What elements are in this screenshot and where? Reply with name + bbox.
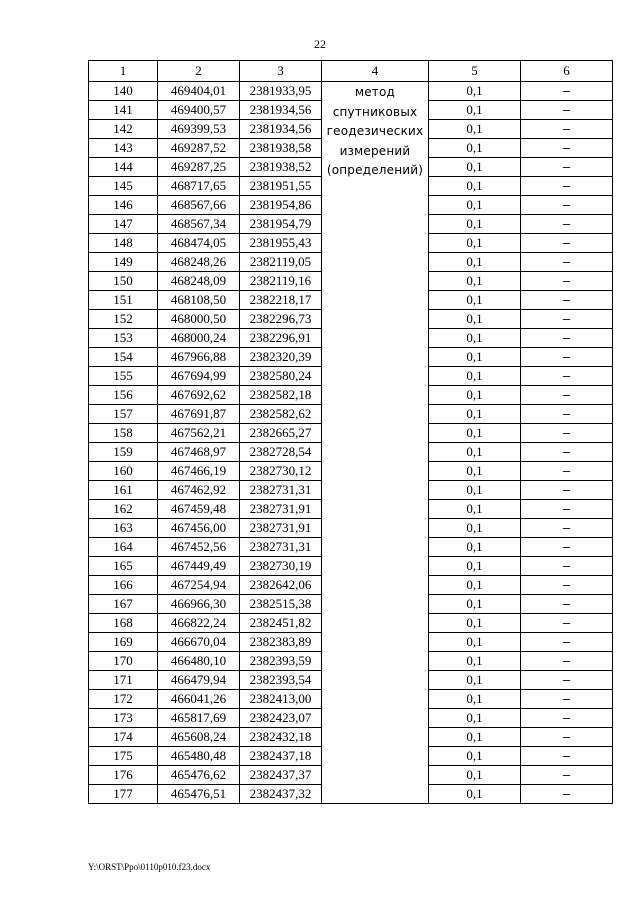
x-coordinate-cell: 467966,88 xyxy=(158,348,240,367)
method-cell xyxy=(322,82,429,804)
point-number-cell: 166 xyxy=(89,576,158,595)
point-number-cell: 142 xyxy=(89,120,158,139)
y-coordinate-cell: 2382582,18 xyxy=(240,386,322,405)
description-cell: – xyxy=(521,272,613,291)
description-cell: – xyxy=(521,424,613,443)
point-number-cell: 153 xyxy=(89,329,158,348)
description-cell: – xyxy=(521,576,613,595)
y-coordinate-cell: 2382296,73 xyxy=(240,310,322,329)
description-cell: – xyxy=(521,215,613,234)
x-coordinate-cell: 467449,49 xyxy=(158,557,240,576)
point-number-cell: 155 xyxy=(89,367,158,386)
file-path-footer: Y:\ORST\Ppo\0110p010.f23.docx xyxy=(88,862,211,872)
description-cell: – xyxy=(521,538,613,557)
x-coordinate-cell: 467452,56 xyxy=(158,538,240,557)
x-coordinate-cell: 467691,87 xyxy=(158,405,240,424)
x-coordinate-cell: 466479,94 xyxy=(158,671,240,690)
accuracy-cell: 0,1 xyxy=(429,177,521,196)
point-number-cell: 169 xyxy=(89,633,158,652)
y-coordinate-cell: 2382582,62 xyxy=(240,405,322,424)
point-number-cell: 150 xyxy=(89,272,158,291)
y-coordinate-cell: 2382728,54 xyxy=(240,443,322,462)
x-coordinate-cell: 465817,69 xyxy=(158,709,240,728)
point-number-cell: 165 xyxy=(89,557,158,576)
x-coordinate-cell: 466670,04 xyxy=(158,633,240,652)
accuracy-cell: 0,1 xyxy=(429,595,521,614)
point-number-cell: 171 xyxy=(89,671,158,690)
point-number-cell: 143 xyxy=(89,139,158,158)
accuracy-cell: 0,1 xyxy=(429,405,521,424)
method-line: спутниковых xyxy=(332,104,418,119)
y-coordinate-cell: 2382515,38 xyxy=(240,595,322,614)
y-coordinate-cell: 2382730,12 xyxy=(240,462,322,481)
description-cell: – xyxy=(521,595,613,614)
description-cell: – xyxy=(521,329,613,348)
description-cell: – xyxy=(521,234,613,253)
point-number-cell: 152 xyxy=(89,310,158,329)
description-cell: – xyxy=(521,785,613,804)
header-col-3: 3 xyxy=(240,61,322,82)
header-col-5: 5 xyxy=(429,61,521,82)
y-coordinate-cell: 2382393,59 xyxy=(240,652,322,671)
x-coordinate-cell: 468000,24 xyxy=(158,329,240,348)
accuracy-cell: 0,1 xyxy=(429,139,521,158)
description-cell: – xyxy=(521,310,613,329)
x-coordinate-cell: 467462,92 xyxy=(158,481,240,500)
point-number-cell: 158 xyxy=(89,424,158,443)
point-number-cell: 154 xyxy=(89,348,158,367)
description-cell: – xyxy=(521,671,613,690)
accuracy-cell: 0,1 xyxy=(429,120,521,139)
x-coordinate-cell: 467468,97 xyxy=(158,443,240,462)
y-coordinate-cell: 2382437,37 xyxy=(240,766,322,785)
y-coordinate-cell: 2382437,18 xyxy=(240,747,322,766)
description-cell: – xyxy=(521,120,613,139)
coordinates-table xyxy=(88,60,613,804)
description-cell: – xyxy=(521,519,613,538)
point-number-cell: 156 xyxy=(89,386,158,405)
accuracy-cell: 0,1 xyxy=(429,462,521,481)
description-cell: – xyxy=(521,633,613,652)
header-col-1: 1 xyxy=(89,61,158,82)
accuracy-cell: 0,1 xyxy=(429,329,521,348)
x-coordinate-cell: 467254,94 xyxy=(158,576,240,595)
y-coordinate-cell: 2382665,27 xyxy=(240,424,322,443)
description-cell: – xyxy=(521,253,613,272)
x-coordinate-cell: 467694,99 xyxy=(158,367,240,386)
x-coordinate-cell: 466966,30 xyxy=(158,595,240,614)
x-coordinate-cell: 467456,00 xyxy=(158,519,240,538)
point-number-cell: 147 xyxy=(89,215,158,234)
description-cell: – xyxy=(521,348,613,367)
accuracy-cell: 0,1 xyxy=(429,367,521,386)
x-coordinate-cell: 468567,66 xyxy=(158,196,240,215)
accuracy-cell: 0,1 xyxy=(429,291,521,310)
description-cell: – xyxy=(521,196,613,215)
description-cell: – xyxy=(521,405,613,424)
y-coordinate-cell: 2382119,05 xyxy=(240,253,322,272)
accuracy-cell: 0,1 xyxy=(429,728,521,747)
accuracy-cell: 0,1 xyxy=(429,671,521,690)
x-coordinate-cell: 467692,62 xyxy=(158,386,240,405)
accuracy-cell: 0,1 xyxy=(429,348,521,367)
point-number-cell: 175 xyxy=(89,747,158,766)
point-number-cell: 164 xyxy=(89,538,158,557)
accuracy-cell: 0,1 xyxy=(429,576,521,595)
accuracy-cell: 0,1 xyxy=(429,253,521,272)
x-coordinate-cell: 469287,25 xyxy=(158,158,240,177)
x-coordinate-cell: 467562,21 xyxy=(158,424,240,443)
description-cell: – xyxy=(521,443,613,462)
x-coordinate-cell: 468248,09 xyxy=(158,272,240,291)
accuracy-cell: 0,1 xyxy=(429,158,521,177)
point-number-cell: 140 xyxy=(89,82,158,101)
y-coordinate-cell: 2381934,56 xyxy=(240,101,322,120)
description-cell: – xyxy=(521,101,613,120)
point-number-cell: 162 xyxy=(89,500,158,519)
description-cell: – xyxy=(521,386,613,405)
method-line: метод xyxy=(354,85,396,99)
y-coordinate-cell: 2382119,16 xyxy=(240,272,322,291)
y-coordinate-cell: 2382580,24 xyxy=(240,367,322,386)
description-cell: – xyxy=(521,82,613,101)
x-coordinate-cell: 467459,48 xyxy=(158,500,240,519)
description-cell: – xyxy=(521,367,613,386)
x-coordinate-cell: 465480,48 xyxy=(158,747,240,766)
y-coordinate-cell: 2382423,07 xyxy=(240,709,322,728)
description-cell: – xyxy=(521,728,613,747)
y-coordinate-cell: 2381938,58 xyxy=(240,139,322,158)
y-coordinate-cell: 2382730,19 xyxy=(240,557,322,576)
description-cell: – xyxy=(521,747,613,766)
x-coordinate-cell: 469404,01 xyxy=(158,82,240,101)
accuracy-cell: 0,1 xyxy=(429,785,521,804)
x-coordinate-cell: 466480,10 xyxy=(158,652,240,671)
description-cell: – xyxy=(521,500,613,519)
x-coordinate-cell: 469400,57 xyxy=(158,101,240,120)
y-coordinate-cell: 2381933,95 xyxy=(240,82,322,101)
table-body xyxy=(89,82,613,804)
accuracy-cell: 0,1 xyxy=(429,424,521,443)
description-cell: – xyxy=(521,614,613,633)
accuracy-cell: 0,1 xyxy=(429,481,521,500)
accuracy-cell: 0,1 xyxy=(429,196,521,215)
point-number-cell: 176 xyxy=(89,766,158,785)
description-cell: – xyxy=(521,177,613,196)
point-number-cell: 148 xyxy=(89,234,158,253)
description-cell: – xyxy=(521,158,613,177)
accuracy-cell: 0,1 xyxy=(429,633,521,652)
accuracy-cell: 0,1 xyxy=(429,690,521,709)
x-coordinate-cell: 466822,24 xyxy=(158,614,240,633)
x-coordinate-cell: 468248,26 xyxy=(158,253,240,272)
y-coordinate-cell: 2382731,31 xyxy=(240,481,322,500)
x-coordinate-cell: 465608,24 xyxy=(158,728,240,747)
description-cell: – xyxy=(521,481,613,500)
y-coordinate-cell: 2382413,00 xyxy=(240,690,322,709)
x-coordinate-cell: 468717,65 xyxy=(158,177,240,196)
y-coordinate-cell: 2382432,18 xyxy=(240,728,322,747)
y-coordinate-cell: 2382383,89 xyxy=(240,633,322,652)
method-line: измерений xyxy=(339,143,411,158)
point-number-cell: 149 xyxy=(89,253,158,272)
y-coordinate-cell: 2382731,91 xyxy=(240,519,322,538)
method-line: (определений) xyxy=(326,163,424,177)
y-coordinate-cell: 2382642,06 xyxy=(240,576,322,595)
point-number-cell: 151 xyxy=(89,291,158,310)
accuracy-cell: 0,1 xyxy=(429,538,521,557)
point-number-cell: 159 xyxy=(89,443,158,462)
description-cell: – xyxy=(521,462,613,481)
y-coordinate-cell: 2382451,82 xyxy=(240,614,322,633)
y-coordinate-cell: 2381954,79 xyxy=(240,215,322,234)
header-col-6: 6 xyxy=(521,61,613,82)
description-cell: – xyxy=(521,690,613,709)
y-coordinate-cell: 2382437,32 xyxy=(240,785,322,804)
y-coordinate-cell: 2382731,91 xyxy=(240,500,322,519)
accuracy-cell: 0,1 xyxy=(429,82,521,101)
page-number: 22 xyxy=(314,37,326,51)
x-coordinate-cell: 468108,50 xyxy=(158,291,240,310)
accuracy-cell: 0,1 xyxy=(429,766,521,785)
point-number-cell: 161 xyxy=(89,481,158,500)
y-coordinate-cell: 2382320,39 xyxy=(240,348,322,367)
point-number-cell: 168 xyxy=(89,614,158,633)
point-number-cell: 177 xyxy=(89,785,158,804)
accuracy-cell: 0,1 xyxy=(429,519,521,538)
point-number-cell: 170 xyxy=(89,652,158,671)
accuracy-cell: 0,1 xyxy=(429,215,521,234)
table-row xyxy=(89,82,613,101)
y-coordinate-cell: 2381938,52 xyxy=(240,158,322,177)
y-coordinate-cell: 2382731,31 xyxy=(240,538,322,557)
point-number-cell: 141 xyxy=(89,101,158,120)
y-coordinate-cell: 2381955,43 xyxy=(240,234,322,253)
x-coordinate-cell: 468567,34 xyxy=(158,215,240,234)
y-coordinate-cell: 2382218,17 xyxy=(240,291,322,310)
accuracy-cell: 0,1 xyxy=(429,500,521,519)
x-coordinate-cell: 467466,19 xyxy=(158,462,240,481)
accuracy-cell: 0,1 xyxy=(429,747,521,766)
accuracy-cell: 0,1 xyxy=(429,101,521,120)
point-number-cell: 167 xyxy=(89,595,158,614)
y-coordinate-cell: 2381954,86 xyxy=(240,196,322,215)
point-number-cell: 157 xyxy=(89,405,158,424)
accuracy-cell: 0,1 xyxy=(429,614,521,633)
point-number-cell: 160 xyxy=(89,462,158,481)
point-number-cell: 163 xyxy=(89,519,158,538)
description-cell: – xyxy=(521,291,613,310)
point-number-cell: 146 xyxy=(89,196,158,215)
accuracy-cell: 0,1 xyxy=(429,709,521,728)
point-number-cell: 145 xyxy=(89,177,158,196)
accuracy-cell: 0,1 xyxy=(429,443,521,462)
description-cell: – xyxy=(521,709,613,728)
accuracy-cell: 0,1 xyxy=(429,234,521,253)
x-coordinate-cell: 468474,05 xyxy=(158,234,240,253)
accuracy-cell: 0,1 xyxy=(429,310,521,329)
description-cell: – xyxy=(521,557,613,576)
y-coordinate-cell: 2382296,91 xyxy=(240,329,322,348)
point-number-cell: 174 xyxy=(89,728,158,747)
x-coordinate-cell: 465476,62 xyxy=(158,766,240,785)
description-cell: – xyxy=(521,652,613,671)
point-number-cell: 173 xyxy=(89,709,158,728)
accuracy-cell: 0,1 xyxy=(429,272,521,291)
accuracy-cell: 0,1 xyxy=(429,386,521,405)
accuracy-cell: 0,1 xyxy=(429,652,521,671)
description-cell: – xyxy=(521,766,613,785)
method-line: геодезических xyxy=(326,124,424,138)
accuracy-cell: 0,1 xyxy=(429,557,521,576)
y-coordinate-cell: 2381934,56 xyxy=(240,120,322,139)
point-number-cell: 172 xyxy=(89,690,158,709)
header-col-4: 4 xyxy=(322,61,429,82)
x-coordinate-cell: 465476,51 xyxy=(158,785,240,804)
y-coordinate-cell: 2381951,55 xyxy=(240,177,322,196)
table-header-row xyxy=(89,61,613,82)
x-coordinate-cell: 469287,52 xyxy=(158,139,240,158)
x-coordinate-cell: 469399,53 xyxy=(158,120,240,139)
description-cell: – xyxy=(521,139,613,158)
x-coordinate-cell: 466041,26 xyxy=(158,690,240,709)
y-coordinate-cell: 2382393,54 xyxy=(240,671,322,690)
header-col-2: 2 xyxy=(158,61,240,82)
point-number-cell: 144 xyxy=(89,158,158,177)
x-coordinate-cell: 468000,50 xyxy=(158,310,240,329)
